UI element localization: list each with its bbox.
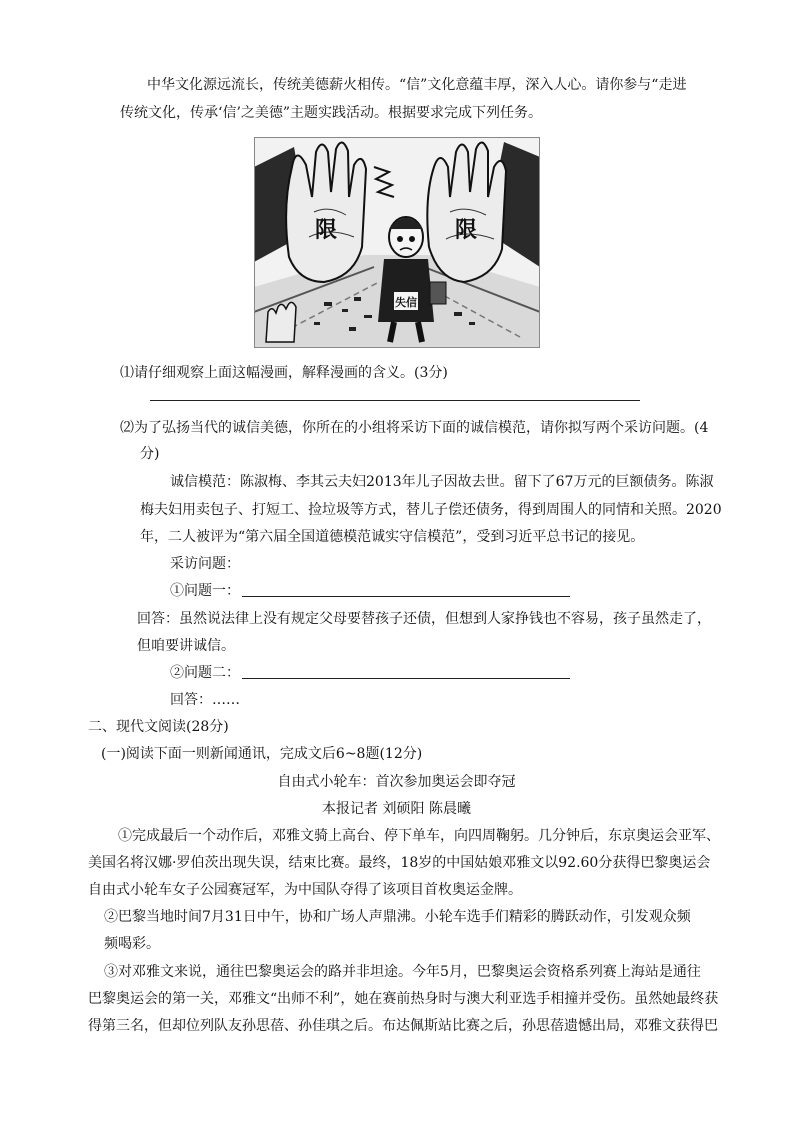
article-p1-line-2: 美国名将汉娜·罗伯茨出现失误，结束比赛。最终，18岁的中国姑娘邓雅文以92.60分获得巴黎奥运会 (88, 855, 711, 871)
question-2-prompt-line-1: ⑵为了弘扬当代的诚信美德，你所在的小组将采访下面的诚信模范，请你拟写两个采访问题。(4 (120, 420, 709, 436)
article-byline: 本报记者 刘硕阳 陈晨曦 (322, 801, 471, 817)
article-p2-line-2: 频喝彩。 (104, 936, 160, 952)
question-one-label: ①问题一： (170, 583, 240, 599)
question-two-label: ②问题二： (170, 665, 240, 681)
answer-two: 回答：…… (170, 692, 240, 708)
right-hand-character: 限 (454, 218, 478, 243)
intro-line-1: 中华文化源远流长，传统美德薪火相传。“信”文化意蕴丰厚，深入人心。请你参与“走进 (147, 77, 687, 93)
question-2-prompt-line-2: 分) (140, 446, 160, 462)
interview-label: 采访问题： (170, 556, 240, 572)
answer-one-line-1: 回答：虽然说法律上没有规定父母要替孩子还债，但想到人家挣钱也不容易，孩子虽然走了， (137, 611, 711, 627)
model-intro-line-3: 年，二人被评为“第六届全国道德模范诚实守信模范”，受到习近平总书记的接见。 (140, 529, 645, 545)
article-p2-line-1: ②巴黎当地时间7月31日中午，协和广场人声鼎沸。小轮车选手们精彩的腾跃动作，引发观众频 (104, 909, 691, 925)
reaching-hand (266, 302, 296, 342)
intro-line-2: 传统文化，传承‘信’之美德”主题实践活动。根据要求完成下列任务。 (120, 105, 543, 121)
section-2-sub-1: (一)阅读下面一则新闻通讯，完成文后6~8题(12分) (101, 746, 423, 762)
article-p1-line-3: 自由式小轮车女子公园赛冠军，为中国队夺得了该项目首枚奥运金牌。 (88, 882, 522, 898)
article-p3-line-3: 得第三名，但却位列队友孙思蓓、孙佳琪之后。布达佩斯站比赛之后，孙思蓓遗憾出局，邓雅文获得巴 (88, 1018, 718, 1034)
question-1-prompt: ⑴请仔细观察上面这幅漫画，解释漫画的含义。(3分) (120, 365, 448, 381)
section-2-title: 二、现代文阅读(28分) (88, 719, 229, 735)
question-1-answer-line[interactable] (150, 400, 640, 401)
dishonesty-badge: 失信 (395, 296, 417, 309)
model-intro-line-1: 诚信模范：陈淑梅、李其云夫妇2013年儿子因故去世。留下了67万元的巨额债务。陈淑 (170, 474, 714, 490)
article-headline: 自由式小轮车：首次参加奥运会即夺冠 (277, 774, 516, 790)
question-one-answer-line[interactable] (242, 596, 570, 597)
integrity-comic-image (254, 137, 540, 348)
article-p3-line-2: 巴黎奥运会的第一关，邓雅文“出师不利”，她在赛前热身时与澳大利亚选手相撞并受伤。虽然她最终获 (88, 991, 719, 1007)
article-p3-line-1: ③对邓雅文来说，通往巴黎奥运会的路并非坦途。今年5月，巴黎奥运会资格系列赛上海站是通往 (104, 964, 701, 980)
left-stop-hand (286, 142, 366, 282)
left-hand-character: 限 (314, 218, 338, 243)
answer-one-line-2: 但咱要讲诚信。 (137, 638, 235, 654)
model-intro-line-2: 梅夫妇用卖包子、打短工、捡垃圾等方式，替儿子偿还债务，得到周围人的同情和关照。2020 (140, 502, 722, 518)
article-p1-line-1: ①完成最后一个动作后，邓雅文骑上高台、停下单车，向四周鞠躬。几分钟后，东京奥运会亚军、 (118, 828, 720, 844)
question-two-answer-line[interactable] (242, 678, 570, 679)
